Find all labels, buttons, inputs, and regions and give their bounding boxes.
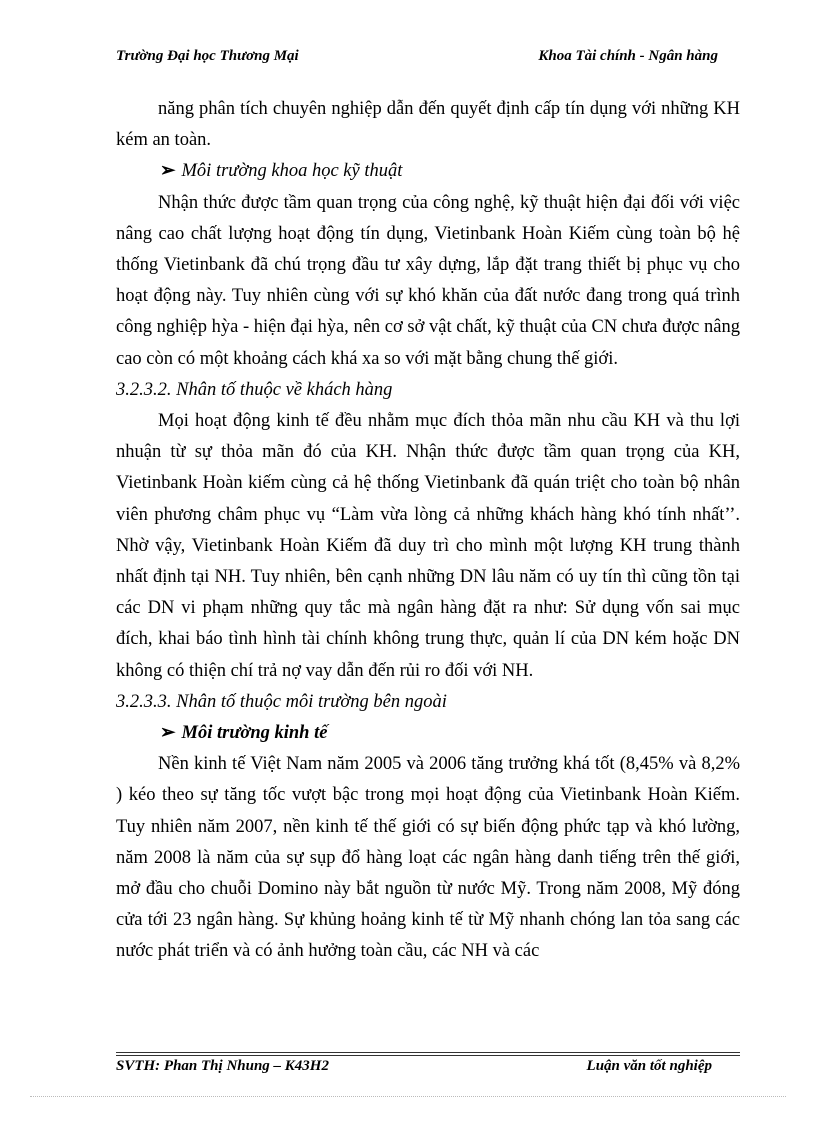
footer-rule-bottom xyxy=(116,1055,740,1056)
subheading-economy-label: Môi trường kinh tế xyxy=(181,723,328,744)
page-header xyxy=(116,48,718,65)
page-footer xyxy=(116,1058,712,1075)
subheading-technology xyxy=(116,156,740,187)
section-heading-3-2-3-3: 3.2.3.3. Nhân tố thuộc môi trường bên ngoài xyxy=(116,691,447,712)
section-heading-3-2-3-2: 3.2.3.2. Nhân tố thuộc về khách hàng xyxy=(116,379,393,400)
footer-doc-type: Luận văn tốt nghiệp xyxy=(586,1058,712,1074)
arrow-bullet-icon: ➢ xyxy=(160,161,176,182)
paragraph-4: Nền kinh tế Việt Nam năm 2005 và 2006 tăng trưởng khá tốt (8,45% và 8,2% ) kéo theo sự tăng tốc vượt bậc trong mọi hoạt động của Vietinbank Hoàn Kiếm. Tuy nhiên năm 2007, nền kinh tế thế giới có sự biến động phức tạp và khó lường, năm 2008 là năm của sự sụp đổ hàng loạt các ngân hàng danh tiếng trên thế giới, mở đầu cho chuỗi Domino này bắt nguồn từ nước Mỹ. Trong năm 2008, Mỹ đóng cửa tới 23 ngân hàng. Sự khủng hoảng kinh tế từ Mỹ nhanh chóng lan tỏa sang các nước phát triển và có ảnh hưởng toàn cầu, các NH và các xyxy=(116,754,740,962)
arrow-bullet-icon: ➢ xyxy=(160,723,176,744)
subheading-economy xyxy=(116,718,740,749)
footer-rule-top xyxy=(116,1052,740,1053)
paragraph-2: Nhận thức được tầm quan trọng của công nghệ, kỹ thuật hiện đại đối với việc nâng cao chất lượng hoạt động tín dụng, Vietinbank Hoàn Kiếm cùng toàn bộ hệ thống Vietinbank đã chú trọng đầu tư xây dựng, lắp đặt trang thiết bị phục vụ cho hoạt động này. Tuy nhiên cùng với sự khó khăn của đất nước đang trong quá trình công nghiệp hỳa - hiện đại hỳa, nên cơ sở vật chất, kỹ thuật của CN chưa được nâng cao còn có một khoảng cách khá xa so với mặt bằng chung thế giới. xyxy=(116,192,740,369)
subheading-technology-label: Môi trường khoa học kỹ thuật xyxy=(181,161,403,182)
footer-author: SVTH: Phan Thị Nhung – K43H2 xyxy=(116,1058,329,1074)
header-faculty: Khoa Tài chính - Ngân hàng xyxy=(538,48,718,64)
paragraph-3: Mọi hoạt động kinh tế đều nhằm mục đích thỏa mãn nhu cầu KH và thu lợi nhuận từ sự thỏa mãn đó của KH. Nhận thức được tầm quan trọng của KH, Vietinbank Hoàn kiếm cùng cả hệ thống Vietinbank đã quán triệt cho toàn bộ nhân viên phương châm phục vụ “Làm vừa lòng cả những khách hàng khó tính nhất’’. Nhờ vậy, Vietinbank Hoàn Kiếm đã duy trì cho mình một lượng KH trung thành nhất định tại NH. Tuy nhiên, bên cạnh những DN lâu năm có uy tín thì cũng tồn tại các DN vi phạm những quy tắc mà ngân hàng đặt ra như: Sử dụng vốn sai mục đích, khai báo tình hình tài chính không trung thực, quản lí của DN kém hoặc DN không có thiện chí trả nợ vay dẫn đến rủi ro đối với NH. xyxy=(116,411,740,681)
paragraph-1: năng phân tích chuyên nghiệp dẫn đến quyết định cấp tín dụng với những KH kém an toàn. xyxy=(116,99,740,151)
page-edge-dotted-line xyxy=(30,1096,786,1097)
header-school: Trường Đại học Thương Mại xyxy=(116,48,299,64)
document-body xyxy=(116,94,740,968)
